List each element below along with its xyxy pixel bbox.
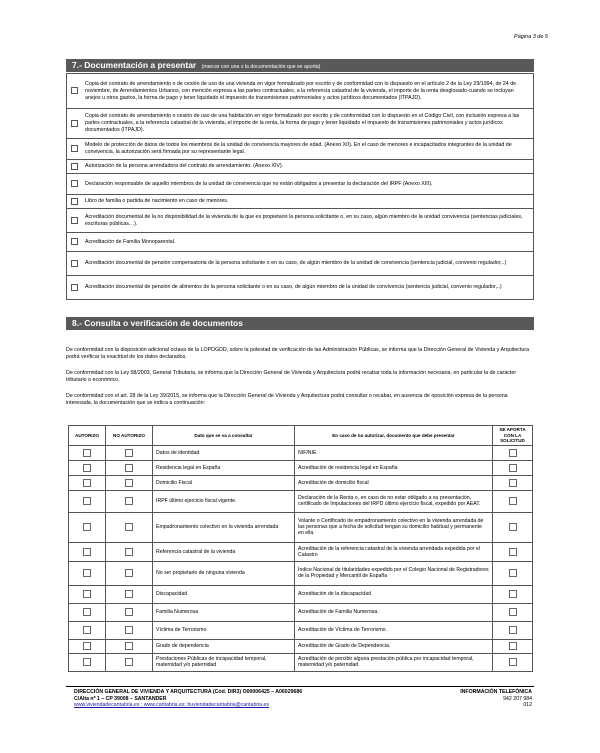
data-consulted-cell: Datos de identidad — [153, 445, 295, 460]
not-authorize-cell — [106, 603, 153, 621]
table-row — [69, 621, 533, 639]
table-row — [69, 542, 533, 561]
not-authorize-checkbox[interactable] — [125, 523, 133, 531]
doc-item-label: Acreditación documental de pensión de alimentos de la persona solicitante o en su caso, de algún miembro de la unidad de convivencia (sentencia judicial, convenio regulador,..) — [85, 284, 502, 290]
doc-checkbox[interactable] — [71, 145, 78, 152]
document-required-cell: Acreditación de Grado de Dependencia. — [295, 639, 493, 653]
data-consulted-cell: Grado de dependencia — [153, 639, 295, 653]
authorize-checkbox[interactable] — [83, 642, 91, 650]
doc-checkbox[interactable] — [71, 87, 78, 94]
provided-checkbox[interactable] — [509, 548, 517, 556]
doc-item[interactable] — [66, 233, 534, 252]
data-consulted-cell: Prestaciones Públicas de incapacidad temporal, maternidad y/o paternidad — [153, 653, 295, 671]
section-8-title: 8.- Consulta o verificación de documentos — [72, 318, 243, 328]
data-consulted-cell: No ser propietario de ninguna vivienda — [153, 561, 295, 585]
not-authorize-checkbox[interactable] — [125, 642, 133, 650]
data-consulted-cell: Empadronamiento colectivo en la vivienda arrendada — [153, 512, 295, 542]
not-authorize-cell — [106, 460, 153, 475]
table-row — [69, 653, 533, 671]
data-consulted-cell: Referencia catastral de la vivienda — [153, 542, 295, 561]
authorize-cell — [69, 460, 106, 475]
footer-organization: DIRECCIÓN GENERAL DE VIVIENDA Y ARQUITECTURA (Cód. DIR3) O00006425 – A06029686 — [74, 689, 303, 695]
provided-checkbox[interactable] — [509, 658, 517, 666]
document-list — [66, 73, 534, 300]
tax-paragraph: De conformidad con la Ley 58/2003, General Tributaria, se informa que la Dirección General de Vivienda y Arquitectura podrá recabar toda la información necesaria, en particular la de carácter tributario o económico. — [66, 370, 517, 384]
doc-item-label: Declaración responsable de aquello miembros de la unidad de convivencia que no están obligados a presentar la declaración del IRPF (Anexo XIII). — [85, 180, 433, 187]
authorize-cell — [69, 603, 106, 621]
doc-item-label: Copia del contrato de arrendamiento o de cesión de uso de una vivienda en vigor formalizado por escrito y de conformidad con lo dispuesto en el artículo 2 de la Ley 29/1994, de 24 de noviembre, de Arrendamientos Urbanos, con mención expresa a las partes contractuales, a la referencia catastral de la vivienda, el importe de la renta desglosado cuando se incluyan anejos u otros gastos, la forma de pago y tener liquidado el impuesto de transmisiones patrimoniales y actos jurídicos documentados (ITPAJD). — [85, 80, 517, 101]
authorize-checkbox[interactable] — [83, 626, 91, 634]
footer-phone-number: 942 207 984 — [503, 695, 532, 702]
authorize-checkbox[interactable] — [83, 449, 91, 457]
table-row — [69, 460, 533, 475]
provided-cell — [493, 621, 533, 639]
authorize-cell — [69, 585, 106, 603]
not-authorize-checkbox[interactable] — [125, 569, 133, 577]
verification-paragraph: De conformidad con la disposición adicional octava de la LOPDGDD, sobre la potestad de verificación de las Administración Públicas, se informa que la Dirección General de Vivienda y Arquitectura podrá verificar la exactitud de los datos declarados. — [66, 347, 530, 361]
doc-checkbox[interactable] — [71, 238, 78, 245]
doc-checkbox[interactable] — [71, 163, 78, 170]
doc-item[interactable] — [66, 276, 534, 300]
authorize-checkbox[interactable] — [83, 479, 91, 487]
authorize-checkbox[interactable] — [83, 548, 91, 556]
not-authorize-checkbox[interactable] — [125, 626, 133, 634]
provided-cell — [493, 512, 533, 542]
data-consulted-cell: Domicilio Fiscal — [153, 475, 295, 490]
not-authorize-checkbox[interactable] — [125, 608, 133, 616]
provided-cell — [493, 561, 533, 585]
not-authorize-header: NO AUTORIZO — [106, 426, 153, 446]
document-required-header: En caso de no autorizar, documento que debe presentar — [295, 426, 493, 446]
doc-checkbox[interactable] — [71, 260, 78, 267]
document-required-cell: Acreditación de residencia legal en España — [295, 460, 493, 475]
authorize-checkbox[interactable] — [83, 464, 91, 472]
page-number: Página 3 de 5 — [514, 34, 548, 40]
authorize-cell — [69, 639, 106, 653]
provided-cell — [493, 603, 533, 621]
document-required-cell: NIF/NIE — [295, 445, 493, 460]
table-header-row — [69, 426, 533, 446]
provided-cell — [493, 653, 533, 671]
not-authorize-checkbox[interactable] — [125, 479, 133, 487]
table-row — [69, 490, 533, 512]
authorize-checkbox[interactable] — [83, 497, 91, 505]
authorize-checkbox[interactable] — [83, 608, 91, 616]
provided-checkbox[interactable] — [509, 449, 517, 457]
doc-checkbox[interactable] — [71, 217, 78, 224]
doc-item[interactable] — [66, 73, 534, 109]
data-consulted-cell: Familia Numerosa — [153, 603, 295, 621]
authorize-cell — [69, 512, 106, 542]
section-7-title: 7.- Documentación a presentar — [72, 60, 197, 70]
authorize-cell — [69, 653, 106, 671]
doc-item-label: Acreditación de Familia Monoparental. — [85, 238, 176, 245]
consultation-table — [68, 425, 533, 672]
not-authorize-checkbox[interactable] — [125, 658, 133, 666]
not-authorize-cell — [106, 639, 153, 653]
data-consulted-cell: Residencia legal en España — [153, 460, 295, 475]
doc-item[interactable] — [66, 160, 534, 174]
data-consulted-cell: IRPF último ejercicio fiscal vigente. — [153, 490, 295, 512]
doc-item-label: Acreditación documental de pensión compensatoria de la persona solicitante o en su caso, de algún miembro de la unidad de convivencia (sentencia judicial, convenio regulador,..) — [85, 260, 507, 266]
document-required-cell: Acreditación de percibir alguna prestación pública por incapacidad temporal, maternidad y/o paternidad — [295, 653, 493, 671]
authorize-cell — [69, 490, 106, 512]
not-authorize-checkbox[interactable] — [125, 548, 133, 556]
table-row — [69, 561, 533, 585]
doc-checkbox[interactable] — [71, 284, 78, 291]
footer-divider — [66, 686, 534, 687]
provided-checkbox[interactable] — [509, 497, 517, 505]
authorize-checkbox[interactable] — [83, 569, 91, 577]
not-authorize-checkbox[interactable] — [125, 464, 133, 472]
section-7-header — [66, 59, 534, 72]
document-required-cell: Acreditación de Víctima de Terrorismo. — [295, 621, 493, 639]
authorize-cell — [69, 561, 106, 585]
document-required-cell: Acreditación de la discapacidad — [295, 585, 493, 603]
provided-cell — [493, 639, 533, 653]
doc-item[interactable] — [66, 139, 534, 160]
footer-short-code: 012 — [523, 702, 532, 709]
not-authorize-cell — [106, 475, 153, 490]
not-authorize-checkbox[interactable] — [125, 449, 133, 457]
provided-cell — [493, 460, 533, 475]
doc-item[interactable] — [66, 109, 534, 139]
doc-item[interactable] — [66, 195, 534, 209]
not-authorize-cell — [106, 490, 153, 512]
footer-phone-label: INFORMACIÓN TELEFÓNICA — [460, 689, 532, 695]
footer-phone-info — [460, 689, 532, 709]
not-authorize-checkbox[interactable] — [125, 497, 133, 505]
provided-cell — [493, 585, 533, 603]
provided-checkbox[interactable] — [509, 479, 517, 487]
doc-item[interactable] — [66, 209, 534, 233]
not-authorize-cell — [106, 653, 153, 671]
doc-item-label: Libro de familia o partida de nacimiento en caso de menores. — [85, 198, 229, 204]
data-consulted-header: Dato que se va a consultar — [153, 426, 295, 446]
doc-checkbox[interactable] — [71, 198, 78, 205]
not-authorize-cell — [106, 512, 153, 542]
table-row — [69, 445, 533, 460]
authorize-cell — [69, 621, 106, 639]
provided-checkbox[interactable] — [509, 642, 517, 650]
provided-cell — [493, 490, 533, 512]
doc-item-label: Acreditación documental de la no disponibilidad de la vivienda de la que es propietario la persona solicitante o, en su caso, algún miembro de la unidad convivencia (sentencias judiciales, escrituras públicas…). — [85, 213, 523, 227]
doc-checkbox[interactable] — [71, 120, 78, 127]
provided-checkbox[interactable] — [509, 464, 517, 472]
document-required-cell: Acreditación de domicilio fiscal — [295, 475, 493, 490]
footer-links[interactable]: www.viviendadecantabria.es ; www.cantabria.es; buviendadecantabria@cantabria.es — [74, 702, 270, 709]
authorize-cell — [69, 542, 106, 561]
provided-checkbox[interactable] — [509, 608, 517, 616]
doc-item-label: Modelo de protección de datos de todos los miembros de la unidad de convivencia mayores de edad. (Anexo XII). En el caso de menores e incapacitados integrantes de la unidad de convivencia, la autorización será firmada por su representante legal. — [85, 142, 512, 155]
provided-cell — [493, 542, 533, 561]
table-row — [69, 585, 533, 603]
authorize-checkbox[interactable] — [83, 658, 91, 666]
provided-checkbox[interactable] — [509, 626, 517, 634]
table-row — [69, 603, 533, 621]
provided-with-application-header: SE APORTA CON LA SOLICITUD — [493, 426, 533, 446]
section-7-hint: (marcar con una x la documentación que se aporta) — [201, 64, 321, 70]
provided-cell — [493, 475, 533, 490]
table-row — [69, 475, 533, 490]
doc-item[interactable] — [66, 252, 534, 276]
document-required-cell: Acreditación de Familia Numerosa. — [295, 603, 493, 621]
not-authorize-cell — [106, 445, 153, 460]
authorize-header: AUTORIZO — [69, 426, 106, 446]
document-required-cell: Acreditación de la referencia catastral de la vivienda arrendada expedida por el Catastro — [295, 542, 493, 561]
doc-item[interactable] — [66, 174, 534, 195]
table-row — [69, 512, 533, 542]
provided-checkbox[interactable] — [509, 590, 517, 598]
not-authorize-cell — [106, 585, 153, 603]
data-consulted-cell: Víctima de Terrorismo — [153, 621, 295, 639]
doc-item-label: Autorización de la persona arrendadora del contrato de arrendamiento. (Anexo XIV). — [85, 163, 284, 169]
table-row — [69, 639, 533, 653]
document-required-cell: Índice Nacional de titularidades expedido por el Colegio Nacional de Registradores de la Propiedad y Mercantil de España — [295, 561, 493, 585]
footer-address: C/Alta nº 1 – CP 39008 – SANTANDER — [74, 695, 167, 702]
not-authorize-cell — [106, 542, 153, 561]
document-required-cell: Volante o Certificado de empadronamiento colectivo en la vivienda arrendada de las personas que a fecha de solicitud tengan su domicilio habitual y permanente en ella. — [295, 512, 493, 542]
not-authorize-checkbox[interactable] — [125, 590, 133, 598]
not-authorize-cell — [106, 561, 153, 585]
doc-checkbox[interactable] — [71, 180, 78, 187]
provided-checkbox[interactable] — [509, 523, 517, 531]
authorize-checkbox[interactable] — [83, 523, 91, 531]
not-authorize-cell — [106, 621, 153, 639]
authorize-cell — [69, 475, 106, 490]
provided-cell — [493, 445, 533, 460]
authorize-cell — [69, 445, 106, 460]
section-8-header — [66, 317, 534, 330]
data-consulted-cell: Discapacidad — [153, 585, 295, 603]
footer-contact — [74, 689, 302, 709]
doc-item-label: Copia del contrato de arrendamiento o cesión de uso de una habitación en vigor formalizado por escrito y de conformidad con lo dispuesto en el Código Civil, con inclusión expresa a las partes contractuales, a la referencia catastral de la vivienda, el importe de la renta, la forma de pago y tener liquidado el impuesto de transmisiones patrimoniales y actos jurídicos documentados (ITPAJD). — [85, 113, 520, 133]
document-required-cell: Declaración de la Renta o, en caso de no estar obligado a su presentación, certificado de Imputaciones del IRPD último ejercicio fiscal, expedido por AEAT. — [295, 490, 493, 512]
consult-paragraph: De conformidad con el art. 28 de la Ley 39/2015, se informa que la Dirección General de Vivienda y Arquitectura podrá consultar o recabar, en ausencia de oposición expresa de la persona interesada, la documentación que se indica a continuación: — [66, 393, 508, 407]
authorize-checkbox[interactable] — [83, 590, 91, 598]
provided-checkbox[interactable] — [509, 569, 517, 577]
